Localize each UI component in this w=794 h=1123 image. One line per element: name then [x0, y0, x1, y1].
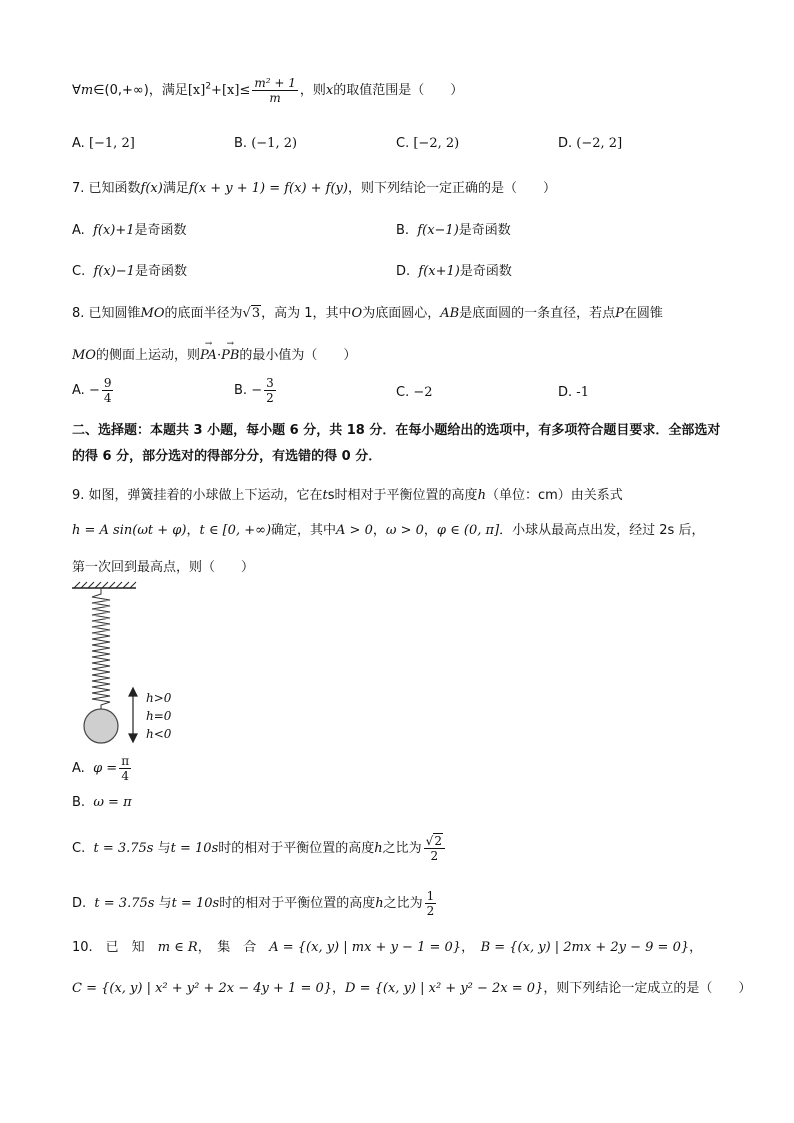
ceiling-hatch: [74, 582, 136, 588]
q6-option-c: C. [−2, 2): [396, 136, 460, 151]
q8-stem-line1: 8. 已知圆锥MO的底面半径为√3，高为 1，其中O为底面圆心，AB是底面圆的一条直径，若点P在圆锥: [72, 306, 663, 321]
label-h-zero: h=0: [146, 709, 172, 723]
q8-option-c: C. −2: [396, 385, 433, 400]
q9-option-d: D. t = 3.75s 与t = 10s时的相对于平衡位置的高度h之比为 $\frac{1}{2}$: [72, 889, 435, 918]
q9-option-c: C. t = 3.75s 与t = 10s时的相对于平衡位置的高度h之比为 $\frac{√2}{2}$: [72, 834, 447, 863]
q9-option-a: A. φ = $\frac{\pi}{4}$: [72, 754, 130, 783]
ball: [84, 709, 118, 743]
height-arrow: [129, 688, 137, 742]
q6-option-a: A. [−1, 2]: [72, 136, 135, 151]
q10-stem-line1: 10. 已 知 m ∈ R， 集 合 A = {(x, y) | mx + y − 1 = 0}， B = {(x, y) | 2mx + 2y − 9 = 0}，: [72, 940, 703, 955]
q6-stem: ∀m∈(0,+∞)，满足$[x]^2+[x]\le$ $\frac{\text{m² + 1}}{m}$ ，则x的取值范围是（ ）: [72, 76, 464, 105]
q8-stem-line2: MO的侧面上运动，则→ PA·→ PB的最小值为（ ）: [72, 344, 356, 363]
q9-stem-line3: 第一次回到最高点，则（ ）: [72, 560, 255, 575]
q9-option-b: B. ω = π: [72, 795, 132, 810]
spring-figure: [70, 580, 190, 750]
q7-stem: 7. 已知函数f(x)满足f(x + y + 1) = f(x) + f(y)，则下列结论一定正确的是（ ）: [72, 181, 556, 196]
q8-option-d: D. -1: [558, 385, 589, 400]
section-heading: 二、选择题：本题共 3 小题，每小题 6 分，共 18 分．在每小题给出的选项中，有多项符合题目要求．全部选对的得 6 分，部分选对的得部分分，有选错的得 0 分．: [72, 423, 721, 464]
spring-coil: [92, 588, 110, 709]
sqrt-symbol: √3: [242, 306, 261, 321]
vector-pa: → PA: [200, 348, 217, 363]
q10-stem-line2: C = {(x, y) | x² + y² + 2x − 4y + 1 = 0}，D = {(x, y) | x² + y² − 2x = 0}，则下列结论一定成立的是（ ）: [72, 981, 752, 996]
q7-option-d: D. f(x+1)是奇函数: [396, 264, 512, 279]
q9-stem-line1: 9. 如图，弹簧挂着的小球做上下运动，它在ts时相对于平衡位置的高度h（单位：cm）由关系式: [72, 488, 623, 503]
label-h-positive: h>0: [146, 691, 172, 705]
label-h-negative: h<0: [146, 727, 172, 741]
q9-stem-line2: h = A sin(ωt + φ)，t ∈ [0, +∞)确定，其中A > 0，ω > 0，φ ∈ (0, π]．小球从最高点出发，经过 2s 后，: [72, 523, 705, 538]
q6-option-d: D. (−2, 2]: [558, 136, 623, 151]
q7-option-c: C. f(x)−1是奇函数: [72, 264, 187, 279]
q8-option-a: A. − $\frac{9}{4}$: [72, 376, 112, 405]
q6-fraction: $\frac{\text{m² + 1}}{m}$: [254, 76, 296, 105]
q7-option-a: A. f(x)+1是奇函数: [72, 223, 187, 238]
q7-option-b: B. f(x−1)是奇函数: [396, 223, 511, 238]
q6-option-b: B. (−1, 2): [234, 136, 298, 151]
q8-option-b: B. − $\frac{3}{2}$: [234, 376, 274, 405]
vector-pb: → PB: [221, 348, 239, 363]
